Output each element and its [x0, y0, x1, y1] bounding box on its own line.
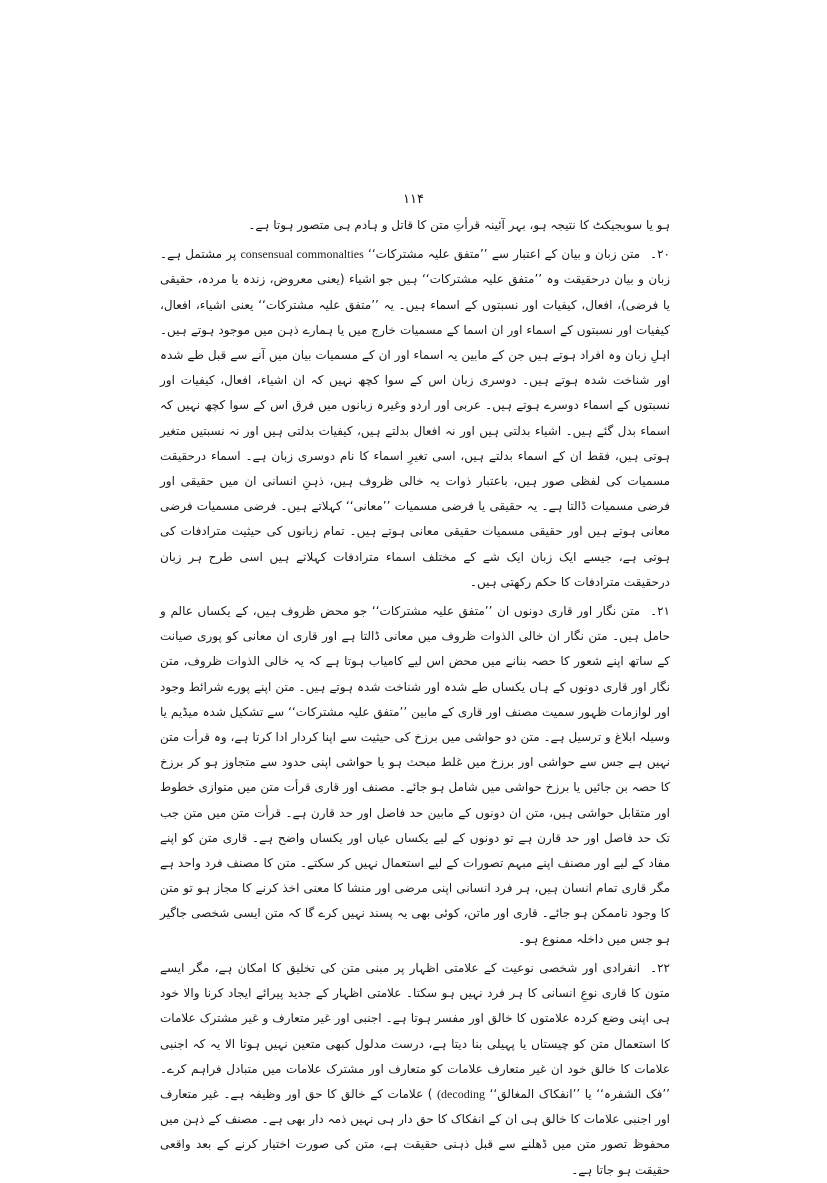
paragraph-number: ۲۲۔ — [650, 960, 670, 975]
paragraph-text: ہو یا سوبجیکٹ کا نتیجہ ہو، بہر آئینہ قرأتِ متن کا قاتل و ہادم ہی متصور ہوتا ہے۔ — [248, 218, 670, 232]
paragraph-20 — [160, 242, 670, 595]
page-number: ۱۱۴ — [403, 192, 424, 207]
paragraph-number: ۲۱۔ — [650, 604, 670, 619]
paragraph-text: متن زبان و بیان کے اعتبار سے ’’متفق علیہ مشترکات‘‘ — [368, 247, 641, 262]
english-term: (decoding — [437, 1086, 486, 1101]
paragraph-21 — [160, 599, 670, 952]
paragraph-continuation — [160, 213, 670, 238]
paragraph-22 — [160, 956, 670, 1183]
body-text — [160, 213, 670, 1183]
paragraph-text: پر مشتمل ہے۔ زبان و بیان درحقیقت وہ ’’متفق علیہ مشترکات‘‘ ہیں جو اشیاء (یعنی معروض، زندہ یا مردہ، حقیقی یا فرضی)، افعال، کیفیات اور نسبتوں کے اسماء ہیں۔ یہ ’’متفق علیہ مشترکات‘‘ یعنی اشیاء، افعال، کیفیات اور نسبتوں کے اسماء اور ان اسما کے مسمیات خارج میں یا ہمارے ذہن میں موجود ہوتے ہیں۔ اہلِ زبان وہ افراد ہوتے ہیں جن کے مابین یہ اسماء اور ان کے مسمیات بیان میں آنے سے قبل طے شدہ اور شناخت شدہ ہوتے ہیں۔ دوسری زبان اس کے سوا کچھ نہیں کہ ان اشیاء، افعال، کیفیات اور نسبتوں کے اسماء دوسرے ہوتے ہیں۔ عربی اور اردو وغیرہ زبانوں میں فرق اس کے سوا کچھ نہیں کہ اسماء بدل گئے ہیں۔ اشیاء بدلتی ہیں اور نہ افعال بدلتے ہیں، کیفیات بدلتی ہیں اور نہ نسبتیں متغیر ہوتی ہیں، فقط ان کے اسماء بدلتے ہیں، اسی تغیرِ اسماء کا نام دوسری زبان ہے۔ اسماء درحقیقت مسمیات کی لفظی صور ہیں، باعتبار ذوات یہ خالی ظروف ہیں، ذہنِ انسانی ان میں حقیقی اور فرضی مسمیات ڈالتا ہے۔ یہ حقیقی یا فرضی مسمیات ’’معانی‘‘ کہلاتے ہیں۔ فرضی مسمیات فرضی معانی ہوتے ہیں اور حقیقی مسمیات حقیقی معانی ہوتے ہیں۔ تمام زبانوں کی حیثیت مترادفات کی ہوتی ہے، جیسے ایک زبان ایک شے کے مختلف اسماء مترادفات کہلاتے ہیں اسی طرح ہر زبان درحقیقت مترادفات کا حکم رکھتی ہیں۔ — [160, 247, 670, 589]
paragraph-text: ) علامات کے خالق کا حق اور وظیفہ ہے۔ غیر متعارف اور اجنبی علامات کا خالق ہی ان کے انفکاک کا حق دار ہی نہیں ذمہ دار بھی ہے۔ مصنف کے ذہن میں محفوظ تصور متن میں ڈھلنے سے قبل ذہنی حقیقت ہے، متن کی صورت اختیار کرنے کے بعد واقعی حقیقت ہو جاتا ہے۔ — [160, 1086, 670, 1177]
english-term: consensual commonalties — [240, 247, 364, 262]
paragraph-number: ۲۰۔ — [650, 247, 670, 262]
paragraph-text: انفرادی اور شخصی نوعیت کے علامتی اظہار پر مبنی متن کی تخلیق کا امکان ہے، مگر ایسے متون کا قاری نوعِ انسانی کا ہر فرد نہیں ہو سکتا۔ علامتی اظہار کے جدید پیرائے ایجاد کرنا والا خود ہی اپنی وضع کردہ علامتوں کا خالق اور مفسر ہوتا ہے۔ اجنبی اور غیر متعارف و غیر مشترک علامات کا استعمال متن کو چیستاں یا پہیلی بنا دیتا ہے، درست مدلول کبھی متعین نہیں ہوتا الا یہ کہ اجنبی علامات کا خالق خود ان غیر متعارف علامات کو متعارف اور مشترک علامات میں متبادل فراہم کرے۔ ’’فک الشفرہ‘‘ یا ’’انفکاک المغالق‘‘ — [160, 960, 670, 1101]
paragraph-text: متن نگار اور قاری دونوں ان ’’متفق علیہ مشترکات‘‘ جو محض ظروف ہیں، کے یکساں عالم و حامل ہیں۔ متن نگار ان خالی الذوات ظروف میں معانی ڈالتا ہے اور قاری ان معانی کو پوری صیانت کے ساتھ اپنے شعور کا حصہ بنانے میں محض اس لیے کامیاب ہوتا ہے کہ یہ خالی الذوات ظروف، متن نگار اور قاری دونوں کے ہاں یکساں طے شدہ اور شناخت شدہ ہوتے ہیں۔ متن اپنے پورے شرائط وجود اور لوازمات ظہور سمیت مصنف اور قاری کے مابین ’’متفق علیہ مشترکات‘‘ سے تشکیل شدہ میڈیم یا وسیلہ ابلاغ و ترسیل ہے۔ متن دو حواشی میں برزخ کی حیثیت سے اپنا کردار ادا کرتا ہے، وہ قرأت متن نہیں ہے جس سے حواشی اور برزخ میں غلط مبحث ہو یا حواشی اپنی حدود سے متجاوز ہو کر برزخ کا حصہ بن جائیں یا برزخ حواشی میں شامل ہو جائے۔ مصنف اور قاری قرأت متن میں متوازی خطوط اور متقابل حواشی ہیں، متن ان دونوں کے مابین حد فاصل اور حد قارن ہے۔ قرأت متن میں متن جب تک حد فاصل اور حد قارن ہے تو دونوں کے لیے یکساں عیاں اور یکساں واضح ہے۔ قاری متن کو اپنے مفاد کے لیے اور مصنف اپنے مبہم تصورات کے لیے استعمال نہیں کر سکتے۔ متن کا مصنف فرد واحد ہے مگر قاری تمام انسان ہیں، ہر فرد انسانی اپنی مرضی اور منشا کا معنی اخذ کرنے کا مجاز ہو تو متن کا وجود ناممکن ہو جائے۔ قاری اور ماتن، کوئی بھی یہ پسند نہیں کرے گا کہ متن ایسی شخصی جاگیر ہو جس میں داخلہ ممنوع ہو۔ — [160, 604, 670, 946]
